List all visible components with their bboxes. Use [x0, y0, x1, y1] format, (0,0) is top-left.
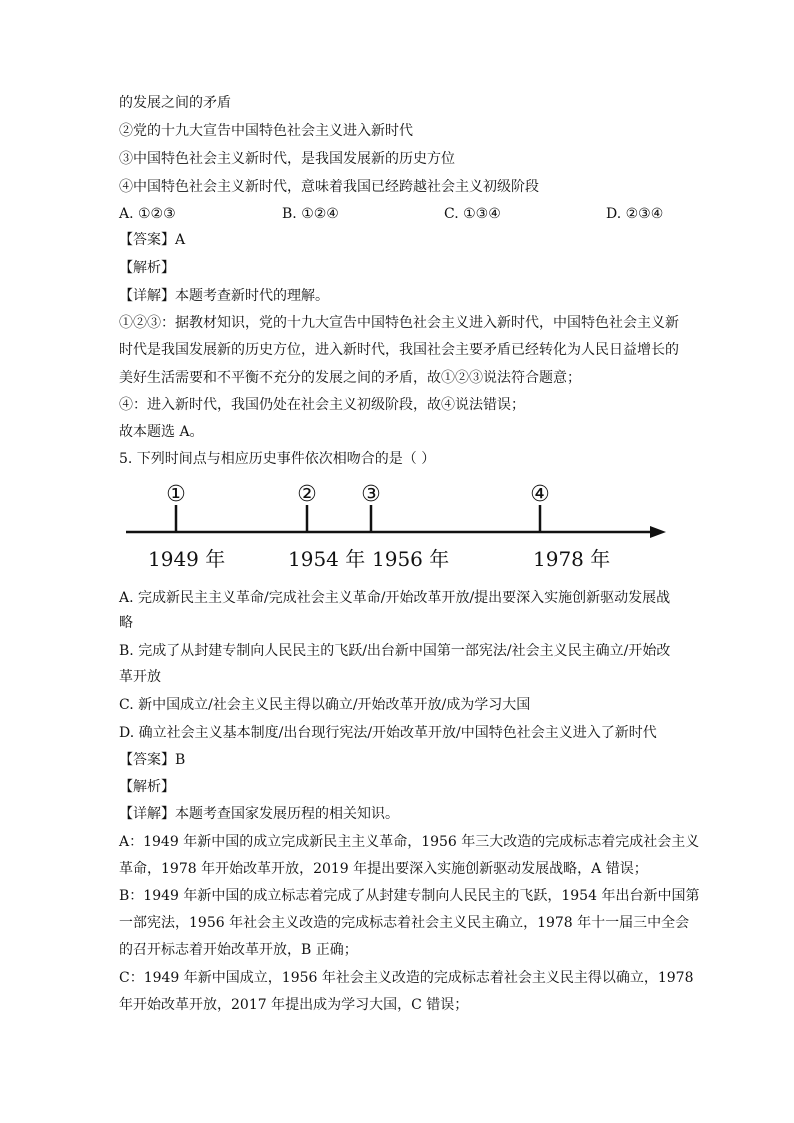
detail-line: ①②③：据教材知识，党的十九大宣告中国特色社会主义进入新时代，中国特色社会主义新	[119, 315, 679, 331]
detail-line: 时代是我国发展新的历史方位，进入新时代，我国社会主要矛盾已经转化为人民日益增长的	[119, 342, 679, 358]
detail-line: 【详解】本题考查国家发展历程的相关知识。	[119, 806, 399, 822]
detail-line: 美好生活需要和不平衡不充分的发展之间的矛盾，故①②③说法符合题意；	[119, 370, 581, 386]
detail-line: 一部宪法，1956 年社会主义改造的完成标志着社会主义民主确立，1978 年十一届三中全会	[119, 915, 690, 931]
option-line: C. 新中国成立/社会主义民主得以确立/开始改革开放/成为学习大国	[119, 697, 531, 713]
answer-label: 【答案】B	[119, 752, 186, 768]
analysis-label: 【解析】	[119, 260, 175, 276]
timeline-year: 1949 年	[148, 547, 226, 571]
detail-line: 的召开标志着开始改革开放，B 正确；	[119, 942, 358, 958]
option-c: C. ①③④	[444, 206, 501, 222]
text-line: ④中国特色社会主义新时代，意味着我国已经跨越社会主义初级阶段	[119, 179, 539, 195]
option-d: D. ②③④	[606, 206, 664, 222]
detail-line: 革命，1978 年开始改革开放，2019 年提出要深入实施创新驱动发展战略，A 错误；	[119, 861, 648, 877]
question-stem: 5. 下列时间点与相应历史事件依次相吻合的是（ ）	[119, 451, 436, 467]
timeline-marker: ④	[530, 482, 550, 507]
option-line: 略	[119, 615, 133, 631]
text-line: ③中国特色社会主义新时代，是我国发展新的历史方位	[119, 151, 455, 167]
timeline-marker: ②	[297, 482, 317, 507]
option-line: 革开放	[119, 669, 161, 685]
timeline-year: 1954 年	[288, 547, 366, 571]
detail-line: C：1949 年新中国成立，1956 年社会主义改造的完成标志着社会主义民主得以确立，1978	[119, 970, 694, 986]
option-line: D. 确立社会主义基本制度/出台现行宪法/开始改革开放/中国特色社会主义进入了新时代	[119, 725, 657, 741]
option-b: B. ①②④	[282, 206, 339, 222]
detail-line: 【详解】本题考查新时代的理解。	[119, 288, 329, 304]
detail-line: 故本题选 A。	[119, 424, 204, 440]
detail-line: 年开始改革开放，2017 年提出成为学习大国，C 错误；	[119, 997, 469, 1013]
timeline-svg	[120, 472, 680, 582]
timeline-year: 1956 年	[372, 547, 450, 571]
timeline-figure	[120, 472, 680, 582]
detail-line: A：1949 年新中国的成立完成新民主主义革命，1956 年三大改造的完成标志着完成社会主义	[119, 834, 700, 850]
detail-line: ④：进入新时代，我国仍处在社会主义初级阶段，故④说法错误；	[119, 397, 525, 413]
answer-label: 【答案】A	[119, 232, 186, 248]
text-line: ②党的十九大宣告中国特色社会主义进入新时代	[119, 123, 413, 139]
option-a: A. ①②③	[119, 206, 176, 222]
timeline-marker: ①	[166, 482, 186, 507]
timeline-marker: ③	[361, 482, 381, 507]
detail-line: B：1949 年新中国的成立标志着完成了从封建专制向人民民主的飞跃，1954 年出台新中国第	[119, 888, 700, 904]
timeline-arrow-icon	[650, 526, 666, 538]
option-line: A. 完成新民主主义革命/完成社会主义革命/开始改革开放/提出要深入实施创新驱动发展战	[119, 590, 671, 606]
option-line: B. 完成了从封建专制向人民民主的飞跃/出台新中国第一部宪法/社会主义民主确立/开始改	[119, 643, 671, 659]
analysis-label: 【解析】	[119, 779, 175, 795]
timeline-year: 1978 年	[533, 547, 611, 571]
text-line: 的发展之间的矛盾	[119, 95, 231, 111]
